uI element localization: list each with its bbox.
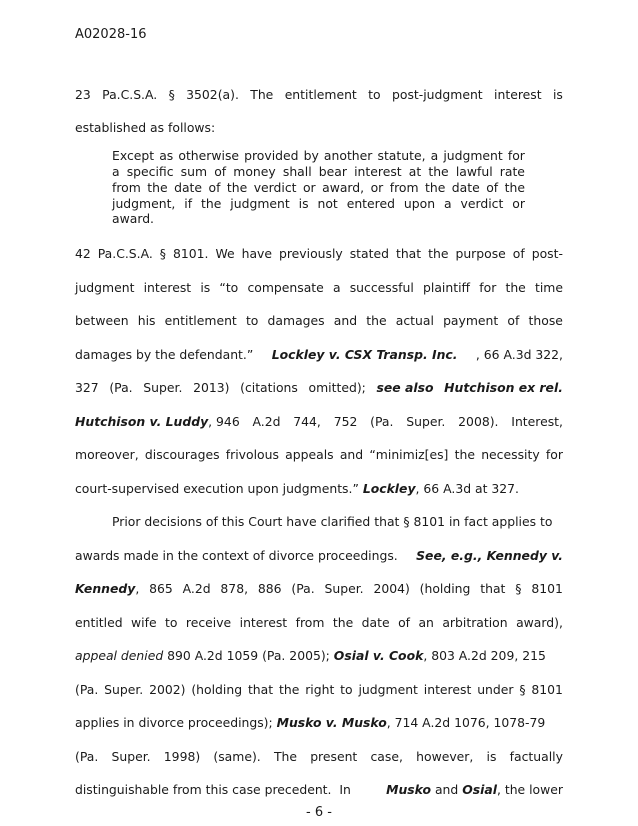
body-line: Prior decisions of this Court have clarified that § 8101 in fact applies to (112, 514, 553, 529)
word: Super. (104, 682, 144, 697)
body-line (75, 313, 563, 328)
word: award), (516, 615, 563, 630)
case-citation: Kennedy (75, 581, 136, 596)
body-line: Kennedy, 865 A.2d 878, 886 (Pa. Super. 2004) (holding that § 8101 (75, 581, 563, 596)
case-citation: Lockley (362, 481, 416, 496)
case-citation: Osial (462, 782, 497, 797)
word: is (552, 87, 563, 102)
word: however, (416, 749, 474, 764)
word: A.2d (182, 581, 211, 596)
word: entered (346, 196, 395, 211)
word: of (208, 180, 221, 195)
word: post-judgment (392, 87, 483, 102)
text-segment: (Pa. (370, 414, 394, 429)
word: interest (239, 615, 288, 630)
word: provided (244, 148, 299, 163)
word: judgment (230, 196, 290, 211)
word: 886 (257, 581, 282, 596)
quote-line (112, 148, 525, 163)
word: verdict (253, 180, 297, 195)
word: 23 (75, 87, 91, 102)
word: and (333, 313, 358, 328)
word: or (512, 196, 525, 211)
body-line (75, 87, 563, 102)
word: is (486, 749, 497, 764)
word: § (519, 682, 526, 697)
word: money (233, 164, 276, 179)
word: 3502(a). (186, 87, 239, 102)
text-segment: , 714 A.2d 1076, 1078-79 (386, 715, 546, 730)
word: have (241, 246, 272, 261)
word: the (428, 246, 449, 261)
word: 878, (220, 581, 249, 596)
word: damages (267, 313, 325, 328)
word: for (507, 148, 525, 163)
body-line (75, 347, 563, 362)
word: judgment (443, 148, 503, 163)
text-segment: Super. (406, 414, 446, 429)
word: if (184, 196, 193, 211)
word: § (168, 87, 175, 102)
word: rate (499, 164, 525, 179)
word: upon (403, 196, 436, 211)
word: of (398, 615, 411, 630)
word: the (454, 447, 475, 462)
word: the (504, 180, 525, 195)
word: interest (354, 164, 402, 179)
word: for (545, 447, 563, 462)
text-segment: damages by the defendant.” (75, 347, 254, 362)
word: the (366, 313, 387, 328)
word: between (75, 313, 129, 328)
text-segment: , 946 (208, 414, 240, 429)
word: under (477, 682, 514, 697)
quote-line: award. (112, 211, 154, 226)
word: factually (509, 749, 563, 764)
word: receive (185, 615, 232, 630)
word: judgment (358, 682, 418, 697)
case-citation: Osial v. Cook (333, 648, 424, 663)
text-segment: , 803 A.2d 209, 215 (423, 648, 546, 663)
body-line (75, 380, 563, 395)
text-segment: A.2d (252, 414, 281, 429)
quote-line (112, 180, 525, 195)
word: the (505, 280, 526, 295)
case-citation: See, e.g., Kennedy v. (416, 548, 563, 563)
word: post- (531, 246, 563, 261)
word: appeals (285, 447, 334, 462)
word: moreover, (75, 447, 139, 462)
word: from (389, 180, 419, 195)
word: lawful (455, 164, 493, 179)
case-citation: Hutchison v. Luddy (75, 414, 209, 429)
text-segment: awards made in the context of divorce proceedings. (75, 548, 398, 563)
word: not (317, 196, 338, 211)
body-line (75, 682, 563, 697)
case-citation: Hutchison ex rel. (444, 380, 563, 395)
word: as (159, 148, 174, 163)
word: that (480, 581, 506, 596)
word: another (323, 148, 373, 163)
text-segment: , the lower (496, 782, 563, 797)
word: Pa.C.S.A. (102, 87, 158, 102)
word: judgment (75, 280, 135, 295)
word: otherwise (178, 148, 240, 163)
text-segment: 890 A.2d 1059 (Pa. 2005); (163, 648, 334, 663)
word: verdict (460, 196, 504, 211)
word: (Pa. (291, 581, 315, 596)
word: (holding (191, 682, 243, 697)
body-line: established as follows: (75, 120, 216, 135)
case-citation: Musko (386, 782, 431, 797)
text-segment: 2013) (193, 380, 230, 395)
word: (Pa. (75, 749, 99, 764)
page-number: - 6 - (306, 805, 332, 820)
word: or (370, 180, 384, 195)
text-segment: , 66 A.3d 322, (475, 347, 563, 362)
word: 2004) (373, 581, 410, 596)
word: interest (423, 682, 472, 697)
text-segment: , 66 A.3d at 327. (415, 481, 519, 496)
word: at (408, 164, 422, 179)
word: those (528, 313, 563, 328)
word: his (137, 313, 156, 328)
word: the (332, 615, 354, 630)
citation-signal: see also (376, 380, 434, 395)
body-line (75, 414, 563, 429)
word: actual (395, 313, 434, 328)
word: shall (282, 164, 312, 179)
word: the (278, 682, 300, 697)
word: is (298, 196, 309, 211)
word: to (245, 313, 259, 328)
word: a (443, 196, 452, 211)
word: (same). (213, 749, 261, 764)
word: interest (494, 87, 542, 102)
word: Super. (111, 749, 151, 764)
word: of (507, 313, 520, 328)
text-segment: (citations (240, 380, 298, 395)
word: to (165, 615, 178, 630)
word: an (418, 615, 434, 630)
word: a (332, 280, 341, 295)
text-segment: and (431, 782, 463, 797)
word: “to (219, 280, 239, 295)
word: successful (349, 280, 414, 295)
document-id: A02028-16 (75, 27, 147, 42)
word: entitlement (284, 87, 357, 102)
text-segment: 744, (293, 414, 321, 429)
word: statute, (377, 148, 426, 163)
quote-line (112, 164, 525, 179)
body-line (75, 280, 563, 295)
word: § (159, 246, 166, 261)
text-segment: Super. (143, 380, 183, 395)
word: to (368, 87, 381, 102)
word: § (515, 581, 522, 596)
word: to (340, 682, 353, 697)
text-segment: (Pa. (109, 380, 133, 395)
word: purpose (455, 246, 506, 261)
word: frivolous (225, 447, 279, 462)
word: right (305, 682, 335, 697)
word: case, (370, 749, 403, 764)
body-line (75, 548, 563, 563)
text-segment: applies in divorce proceedings); (75, 715, 277, 730)
quote-line (112, 196, 525, 211)
word: plaintiff (423, 280, 471, 295)
procedural-history: appeal denied (75, 648, 164, 663)
body-line (75, 782, 563, 797)
word: 8101 (531, 581, 563, 596)
word: entitlement (164, 313, 237, 328)
word: the (425, 180, 446, 195)
word: from (295, 615, 325, 630)
word: a (430, 148, 439, 163)
word: or (302, 180, 316, 195)
word: from (112, 180, 141, 195)
word: for (479, 280, 497, 295)
word: Pa.C.S.A. (97, 246, 153, 261)
word: of (214, 164, 227, 179)
word: entitled (75, 615, 123, 630)
body-line (75, 447, 563, 462)
word: that (247, 682, 274, 697)
word: specific (126, 164, 174, 179)
word: date (174, 180, 203, 195)
text-segment: court-supervised execution upon judgments.” (75, 481, 363, 496)
word: previously (278, 246, 343, 261)
text-segment: 2008). (458, 414, 499, 429)
text-segment: 752 (333, 414, 358, 429)
word: discourages (144, 447, 220, 462)
case-citation: Musko v. Musko (276, 715, 387, 730)
word: judgment, (112, 196, 176, 211)
word: award, (322, 180, 365, 195)
word: the (201, 196, 222, 211)
body-line (75, 481, 519, 496)
word: present (310, 749, 358, 764)
word: date (451, 180, 480, 195)
word: 8101. (172, 246, 209, 261)
word: and (339, 447, 364, 462)
word: Except (112, 148, 155, 163)
word: We (215, 246, 235, 261)
word: wife (131, 615, 157, 630)
text-segment: 327 (75, 380, 99, 395)
text-segment: omitted); (308, 380, 366, 395)
text-segment: Interest, (511, 414, 563, 429)
word: the (226, 180, 248, 195)
word: is (200, 280, 211, 295)
word: “minimiz[es] (369, 447, 449, 462)
word: The (250, 87, 274, 102)
word: (Pa. (75, 682, 99, 697)
word: The (273, 749, 297, 764)
word: arbitration (442, 615, 508, 630)
body-line (75, 715, 545, 730)
word: payment (443, 313, 499, 328)
word: Super. (324, 581, 364, 596)
text-segment: distinguishable from this case precedent. In (75, 782, 355, 797)
word: that (395, 246, 422, 261)
word: 8101 (531, 682, 563, 697)
body-line (75, 246, 563, 261)
word: date (361, 615, 390, 630)
word: the (428, 164, 449, 179)
body-line (75, 648, 546, 663)
word: 865 (149, 581, 173, 596)
word: interest (143, 280, 192, 295)
word: bear (318, 164, 347, 179)
word: compensate (247, 280, 324, 295)
word: necessity (481, 447, 540, 462)
body-line (75, 749, 563, 764)
word: a (112, 164, 120, 179)
word: (holding (419, 581, 471, 596)
case-citation: Lockley v. CSX Transp. Inc. (271, 347, 458, 362)
word: 2002) (149, 682, 186, 697)
word: sum (180, 164, 208, 179)
word: 42 (75, 246, 91, 261)
word: of (486, 180, 499, 195)
word: stated (349, 246, 389, 261)
word: 1998) (163, 749, 201, 764)
word: of (512, 246, 525, 261)
body-line (75, 615, 563, 630)
word: time (534, 280, 563, 295)
word: the (147, 180, 168, 195)
word: by (303, 148, 319, 163)
